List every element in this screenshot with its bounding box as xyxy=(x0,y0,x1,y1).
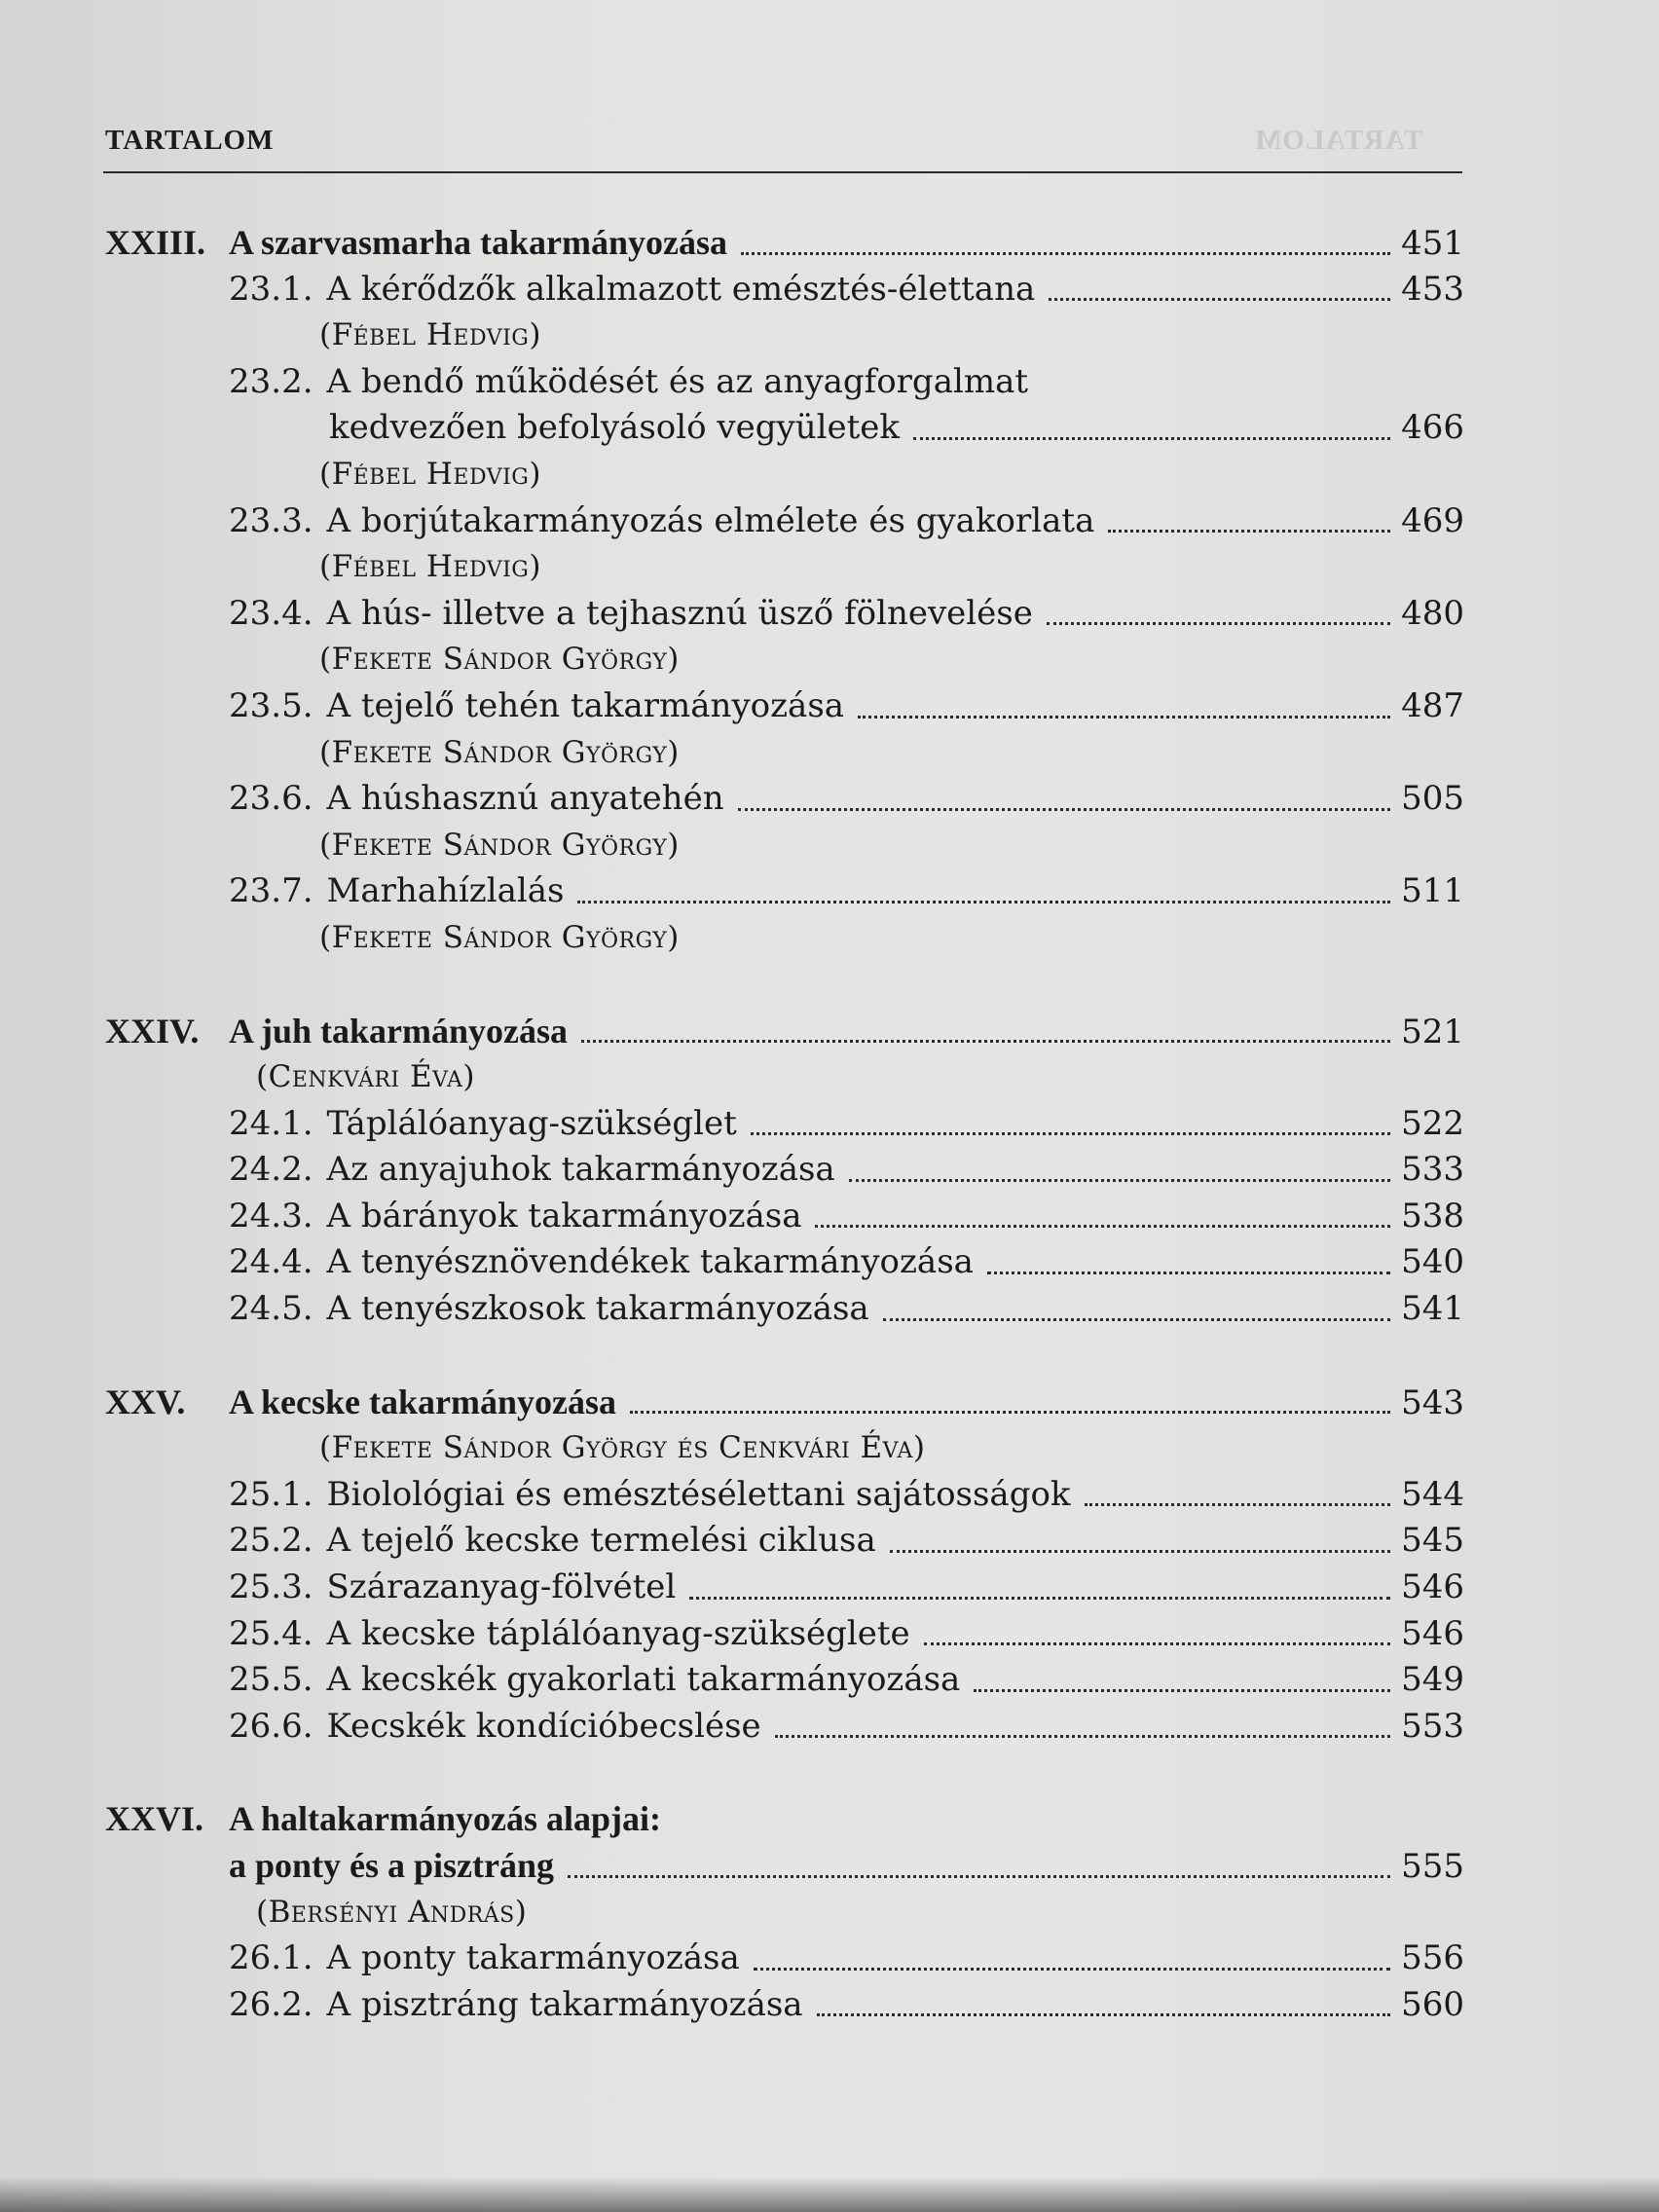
chapter-title: A szarvasmarha takarmányozása xyxy=(229,223,727,262)
author-row xyxy=(105,915,1464,962)
dot-leader xyxy=(815,1224,1390,1228)
dot-leader xyxy=(849,1178,1390,1182)
section-row xyxy=(105,359,1464,406)
section-title: Táplálóanyag-szükséglet xyxy=(326,1103,737,1143)
section-row xyxy=(105,1936,1464,1982)
section-title: A húshasznú anyatehén xyxy=(326,779,724,819)
dot-leader xyxy=(751,1131,1390,1135)
page-number: 469 xyxy=(1401,500,1464,540)
section-number: 24.3. xyxy=(229,1196,313,1235)
section-number: 25.4. xyxy=(229,1613,313,1653)
section-number: 25.3. xyxy=(229,1567,313,1607)
section-title: A kecske táplálóanyag-szükséglete xyxy=(326,1613,910,1653)
page-number: 555 xyxy=(1401,1847,1464,1886)
page-number: 521 xyxy=(1401,1012,1464,1051)
section-author: (Fébel Hedvig) xyxy=(319,456,541,492)
section-number: 24.5. xyxy=(229,1289,313,1329)
section-author: (Fekete Sándor György) xyxy=(319,827,680,863)
section-number: 23.6. xyxy=(229,779,313,819)
chapter-author: (Cenkvári Éva) xyxy=(256,1059,475,1095)
dot-leader xyxy=(577,900,1390,903)
chapter-number: XXVI. xyxy=(105,1799,204,1839)
section-number: 24.2. xyxy=(229,1150,313,1190)
section-number: 26.2. xyxy=(229,1984,313,2024)
page-number: 543 xyxy=(1401,1382,1464,1422)
section-row xyxy=(105,498,1464,545)
section-number: 23.3. xyxy=(229,500,313,540)
dot-leader xyxy=(775,1734,1390,1738)
page-number: 553 xyxy=(1401,1706,1464,1746)
dot-leader xyxy=(630,1410,1390,1414)
section-row xyxy=(105,1565,1464,1611)
dot-leader xyxy=(1085,1502,1390,1506)
section-row xyxy=(105,1657,1464,1704)
author-row xyxy=(105,823,1464,869)
section-row xyxy=(105,1704,1464,1751)
section-row xyxy=(105,1101,1464,1148)
page-number: 545 xyxy=(1401,1521,1464,1561)
chapter-title: A juh takarmányozása xyxy=(229,1011,569,1051)
spacer xyxy=(105,1750,1464,1796)
section-title: A kérődzők alkalmazott emésztés-élettana xyxy=(326,269,1036,309)
chapter-row xyxy=(105,1380,1464,1426)
dot-leader xyxy=(754,1967,1390,1971)
page-number: 533 xyxy=(1401,1150,1464,1190)
author-row xyxy=(105,1890,1464,1936)
chapter-author: (Bersényi András) xyxy=(256,1894,528,1930)
section-row xyxy=(105,1286,1464,1333)
section-title: A tenyészkosok takarmányozása xyxy=(326,1289,869,1329)
section-row xyxy=(105,1472,1464,1519)
section-author: (Fébel Hedvig) xyxy=(319,549,541,585)
table-of-contents xyxy=(105,220,1464,2028)
author-row xyxy=(105,452,1464,498)
section-title: A tenyésznövendékek takarmányozása xyxy=(326,1242,974,1282)
page-number: 487 xyxy=(1401,685,1464,725)
chapter-title: A haltakarmányozás alapjai: xyxy=(229,1799,662,1839)
section-row xyxy=(105,591,1464,638)
dot-leader xyxy=(817,2012,1390,2016)
section-title: A hús- illetve a tejhasznú üsző fölnevelése xyxy=(326,593,1033,633)
section-number: 24.4. xyxy=(229,1242,313,1282)
section-number: 26.1. xyxy=(229,1938,313,1978)
section-number: 25.1. xyxy=(229,1474,313,1514)
section-number: 23.4. xyxy=(229,593,313,633)
running-head: TARTALOM xyxy=(105,125,275,156)
section-author: (Fekete Sándor György) xyxy=(319,919,680,955)
chapter-number: XXIV. xyxy=(105,1011,200,1051)
dot-leader xyxy=(883,1317,1390,1321)
page-number: 451 xyxy=(1401,224,1464,263)
page-number: 453 xyxy=(1401,269,1464,309)
chapter-title-continued: a ponty és a pisztráng xyxy=(229,1846,555,1885)
page-number: 546 xyxy=(1401,1613,1464,1653)
section-number: 26.6. xyxy=(229,1706,313,1746)
page-number: 466 xyxy=(1401,408,1464,448)
section-row xyxy=(105,1982,1464,2029)
dot-leader xyxy=(924,1641,1390,1645)
section-row xyxy=(105,868,1464,915)
section-number: 23.5. xyxy=(229,685,313,725)
section-row-continued xyxy=(105,405,1464,452)
section-number: 23.2. xyxy=(229,361,313,401)
section-title: A ponty takarmányozása xyxy=(326,1938,740,1978)
page-number: 541 xyxy=(1401,1289,1464,1329)
section-author: (Fekete Sándor György) xyxy=(319,734,680,770)
chapter-author: (Fekete Sándor György és Cenkvári Éva) xyxy=(319,1430,926,1466)
page-number: 538 xyxy=(1401,1196,1464,1235)
section-row xyxy=(105,683,1464,730)
chapter-title: A kecske takarmányozása xyxy=(229,1382,616,1421)
section-author: (Fekete Sándor György) xyxy=(319,642,680,678)
section-number: 25.5. xyxy=(229,1660,313,1700)
dot-leader xyxy=(1047,621,1390,625)
author-row xyxy=(105,1054,1464,1101)
spacer xyxy=(105,962,1464,1009)
page-number: 560 xyxy=(1401,1984,1464,2024)
chapter-row xyxy=(105,220,1464,267)
section-row xyxy=(105,1147,1464,1194)
dot-leader xyxy=(913,436,1390,440)
chapter-row xyxy=(105,1009,1464,1055)
section-title: A bárányok takarmányozása xyxy=(326,1196,802,1235)
dot-leader xyxy=(1049,297,1390,301)
section-title: A tejelő kecske termelési ciklusa xyxy=(326,1521,876,1561)
section-row xyxy=(105,1518,1464,1565)
page-number: 511 xyxy=(1401,871,1464,911)
dot-leader xyxy=(890,1549,1390,1553)
author-row xyxy=(105,313,1464,359)
spacer xyxy=(105,1333,1464,1380)
page-number: 544 xyxy=(1401,1474,1464,1514)
dot-leader xyxy=(581,1039,1390,1043)
dot-leader xyxy=(738,807,1390,811)
section-number: 24.1. xyxy=(229,1103,313,1143)
section-number: 25.2. xyxy=(229,1521,313,1561)
page-number: 546 xyxy=(1401,1567,1464,1607)
dot-leader xyxy=(858,715,1390,719)
section-title: A borjútakarmányozás elmélete és gyakorlata xyxy=(326,500,1095,540)
chapter-number: XXV. xyxy=(105,1382,186,1421)
dot-leader xyxy=(974,1688,1390,1692)
section-title-continued: kedvezően befolyásoló vegyületek xyxy=(329,408,900,448)
page-number: 556 xyxy=(1401,1938,1464,1978)
section-row xyxy=(105,1194,1464,1240)
page-number: 549 xyxy=(1401,1660,1464,1700)
page-number: 540 xyxy=(1401,1242,1464,1282)
author-row xyxy=(105,730,1464,777)
section-number: 23.7. xyxy=(229,871,313,911)
dot-leader xyxy=(1108,529,1390,533)
section-title: A pisztráng takarmányozása xyxy=(326,1984,803,2024)
section-author: (Fébel Hedvig) xyxy=(319,317,541,353)
header-rule xyxy=(103,171,1462,173)
dot-leader xyxy=(741,251,1390,255)
page-number: 505 xyxy=(1401,779,1464,819)
section-row xyxy=(105,1239,1464,1286)
dot-leader xyxy=(568,1874,1390,1878)
section-row xyxy=(105,1611,1464,1658)
dot-leader xyxy=(689,1596,1390,1600)
section-row xyxy=(105,267,1464,313)
page-number: 522 xyxy=(1401,1103,1464,1143)
author-row xyxy=(105,544,1464,591)
author-row xyxy=(105,1425,1464,1472)
section-title: A bendő működését és az anyagforgalmat xyxy=(326,361,1029,401)
bottom-shadow xyxy=(0,2177,1659,2212)
page-number: 480 xyxy=(1401,593,1464,633)
section-title: Az anyajuhok takarmányozása xyxy=(326,1150,835,1190)
section-title: A tejelő tehén takarmányozása xyxy=(326,685,845,725)
author-row xyxy=(105,637,1464,683)
chapter-row xyxy=(105,1796,1464,1843)
dot-leader xyxy=(987,1271,1390,1274)
section-row xyxy=(105,776,1464,823)
section-title: Marhahízlalás xyxy=(326,871,565,911)
chapter-row-continued xyxy=(105,1843,1464,1890)
show-through-head: TARTALOM xyxy=(1254,125,1423,156)
chapter-number: XXIII. xyxy=(105,223,206,262)
section-title: Biolológiai és emésztésélettani sajátosságok xyxy=(326,1474,1071,1514)
section-title: Kecskék kondícióbecslése xyxy=(326,1706,761,1746)
section-title: A kecskék gyakorlati takarmányozása xyxy=(326,1660,961,1700)
section-title: Szárazanyag-fölvétel xyxy=(326,1567,677,1607)
section-number: 23.1. xyxy=(229,269,313,309)
